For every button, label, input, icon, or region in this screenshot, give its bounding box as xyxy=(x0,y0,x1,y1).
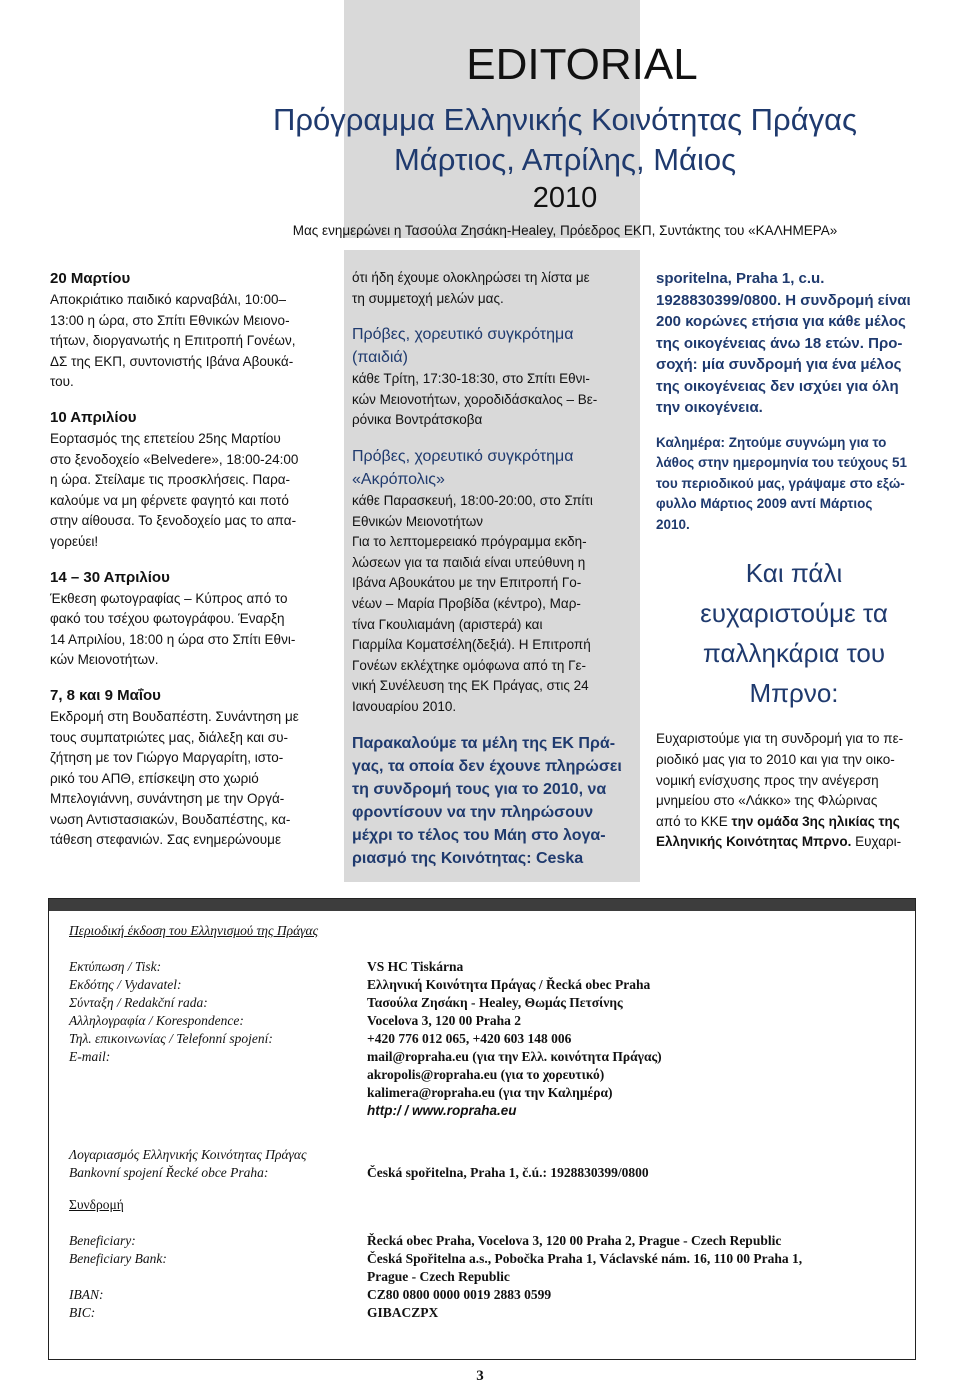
rehearsal-akropolis-heading xyxy=(352,445,634,491)
heading-line: Πρόβες, χορευτικό συγκρότημα xyxy=(352,326,574,344)
text-line: από το ΚΚΕ την ομάδα 3ης ηλικίας της xyxy=(656,813,900,829)
heading-line: την οικογένεια. xyxy=(656,399,763,416)
event-heading-14-30-april: 14 – 30 Απριλίου xyxy=(50,568,170,586)
heading-line: «Ακρόπολις» xyxy=(352,470,445,488)
text-line: του. xyxy=(50,374,74,390)
event-heading-10-april: 10 Απριλίου xyxy=(50,408,137,426)
email-link-akropolis[interactable]: akropolis@ropraha.eu (για το χορευτικό) xyxy=(367,1067,605,1082)
imprint-value: +420 776 012 065, +420 603 148 006 xyxy=(367,1031,572,1046)
heading-line: γας, τα οποία δεν έχουνε πληρώσει xyxy=(352,757,622,775)
imprint-label: Σύνταξη / Redakční rada: xyxy=(69,995,208,1010)
text-line: ρικό του ΑΠΘ, επίσκεψη στο χωριό xyxy=(50,770,259,786)
event-text-10-april xyxy=(50,429,330,553)
heading-line: της οικογένειας άνω 18 ετών. Προ- xyxy=(656,334,903,352)
heading-line: Παρακαλούμε τα μέλη της ΕΚ Πρά- xyxy=(352,734,616,752)
imprint-value: Ελληνική Κοινότητα Πράγας / Řecká obec Praha xyxy=(367,977,651,992)
text-line: τους συμπατριώτες μας, διάλεξη και συ- xyxy=(50,729,289,745)
email-link-kalimera[interactable]: kalimera@ropraha.eu (για την Καλημέρα) xyxy=(367,1085,613,1100)
text-line: ρόνικα Βοντράτσκοβα xyxy=(352,412,483,428)
imprint-label: Λογαριασμός Ελληνικής Κοινότητας Πράγας xyxy=(69,1147,307,1162)
heading-line: μέχρι το τέλος του Μάη στο λογα- xyxy=(352,826,606,844)
text-line: γορεύει! xyxy=(50,533,99,549)
imprint-label: Αλληλογραφία / Korespondence: xyxy=(69,1013,244,1028)
text-line: κών Μειονοτήτων. xyxy=(50,652,159,668)
middle-column xyxy=(352,268,634,870)
event-text-14-30-april xyxy=(50,589,330,671)
text-line: Εκδρομή στη Βουδαπέστη. Συνάντηση με xyxy=(50,708,299,724)
imprint-value: Τασούλα Ζησάκη - Healey, Θωμάς Πετσίνης xyxy=(367,995,623,1010)
heading-line: φροντίσουν να την πληρώσουν xyxy=(352,803,594,821)
imprint-box xyxy=(48,898,916,1360)
text-line: Για το λεπτομερειακό πρόγραμμα εκδη- xyxy=(352,534,587,550)
imprint-label: Τηλ. επικοινωνίας / Telefonní spojení: xyxy=(69,1031,273,1046)
continued-text xyxy=(352,268,634,309)
website-link[interactable]: http:/ / www.ropraha.eu xyxy=(367,1103,517,1118)
imprint-label: BIC: xyxy=(69,1305,96,1320)
left-column xyxy=(50,268,330,851)
text-line: νωση Αντιστασιακών, Βουδαπέστης, κα- xyxy=(50,811,291,827)
page-year: 2010 xyxy=(532,182,598,214)
text-line: στο ξενοδοχείο «Belvedere», 18:00-24:00 xyxy=(50,451,299,467)
bank-value: Česká Spořitelna a.s., Pobočka Praha 1, Václavské nám. 16, 110 00 Praha 1, xyxy=(367,1251,803,1266)
rehearsal-akropolis-text xyxy=(352,491,634,718)
text-line: Μπελογιάννη, συνάντηση με την Οργά- xyxy=(50,791,285,807)
bic-value: GIBACZPX xyxy=(367,1305,439,1320)
text-line: 13:00 η ώρα, στο Σπίτι Εθνικών Μειονο- xyxy=(50,312,290,328)
membership-notice xyxy=(352,732,634,870)
beneficiary-value: Řecká obec Praha, Vocelova 3, 120 00 Praha 2, Prague - Czech Republic xyxy=(367,1233,782,1248)
text-line: Γονέων εκλέχτηκε ομόφωνα από τη Γε- xyxy=(352,657,587,673)
text-line: ζήτηση με τον Γιώργο Μαργαρίτη, ιστο- xyxy=(50,750,284,766)
page-title-line2: Μάρτιος, Απρίλης, Μάιος xyxy=(393,142,737,177)
page-title-line1: Πρόγραμμα Ελληνικής Κοινότητας Πράγας xyxy=(273,102,857,137)
text-line: νική Συνέλευση της ΕΚ Πράγας, στις 24 xyxy=(352,678,589,694)
email-link-main[interactable]: mail@ropraha.eu (για την Ελλ. κοινότητα Πράγας) xyxy=(367,1049,662,1064)
text-line: τήτων, διοργανωτής η Επιτροπή Γονέων, xyxy=(50,333,296,349)
thanks-text xyxy=(656,729,932,853)
iban-value: CZ80 0800 0000 0019 2883 0599 xyxy=(367,1287,552,1302)
heading-line: 200 κορώνες ετήσια για κάθε μέλος xyxy=(656,313,906,330)
text-line: ΔΣ της ΕΚΠ, συντονιστής Ιβάνα Αβουκά- xyxy=(50,353,294,369)
errata-notice xyxy=(656,433,932,536)
imprint-value: VS HC Tiskárna xyxy=(367,959,464,974)
rehearsal-kids-text xyxy=(352,369,634,431)
text-line: Ιανουαρίου 2010. xyxy=(352,698,457,714)
text-line: ριοδικό μας για το 2010 και για την οικο- xyxy=(656,752,895,768)
text-line: Ιβάνα Αβουκάτου με την Επιτροπή Γο- xyxy=(352,575,582,591)
right-column xyxy=(656,268,932,853)
text-line: καλούμε να μη φέρνετε φαγητό και ποτό xyxy=(50,492,289,508)
heading-line: ευχαριστούμε τα xyxy=(700,598,888,629)
text-line: του περιοδικού μας, γράψαμε στο εξώ- xyxy=(656,475,905,491)
bank-account-value: Česká spořitelna, Praha 1, č.ú.: 1928830399/0800 xyxy=(367,1165,649,1180)
heading-line: της οικογένειας δεν ισχύει για όλη xyxy=(656,377,899,395)
text-line: κάθε Παρασκευή, 18:00-20:00, στο Σπίτι xyxy=(352,492,593,508)
text-line: νομική ενίσχυσης προς την ανέγερση xyxy=(656,772,879,788)
imprint-top-bar xyxy=(49,899,915,911)
heading-line: (παιδιά) xyxy=(352,349,408,367)
text-line: τη συμμετοχή μελών μας. xyxy=(352,290,504,306)
text-line: 2010. xyxy=(656,516,690,532)
text-line: κών Μειονοτήτων, χοροδιδάσκαλος – Βε- xyxy=(352,391,598,407)
text-line: Αποκριάτικο παιδικό καρναβάλι, 10:00– xyxy=(50,292,287,307)
text-line: νέων – Μαρία Προβίδα (κέντρο), Μαρ- xyxy=(352,595,581,611)
text-line: ότι ήδη έχουμε ολοκληρώσει τη λίστα με xyxy=(352,270,590,285)
imprint-label: Εκδότης / Vydavatel: xyxy=(69,977,182,992)
text-line: φυλλο Μάρτιος 2009 αντί Μάρτιος xyxy=(656,496,873,512)
imprint-label: Beneficiary: xyxy=(69,1233,136,1248)
heading-line: παλληκάρια του xyxy=(702,638,886,669)
thanks-heading xyxy=(656,553,932,713)
text-line: Έκθεση φωτογραφίας – Κύπρος από το xyxy=(50,590,288,606)
text-line: λώσεων για τα παιδιά είναι υπεύθυνη η xyxy=(352,554,586,570)
event-text-20-march xyxy=(50,290,330,393)
heading-line: τη συνδρομή τους για το 2010, να xyxy=(352,780,607,798)
text-line: 14 Απριλίου, 18:00 η ώρα στο Σπίτι Εθνι- xyxy=(50,631,296,647)
text-line: μνημείου στο «Λάκκο» της Φλώρινας xyxy=(656,793,878,809)
text-line: φακό του τσέχου φωτογράφου. Έναρξη xyxy=(50,611,285,627)
event-heading-7-9-may: 7, 8 και 9 Μαΐου xyxy=(50,686,161,704)
imprint-label: E-mail: xyxy=(69,1049,111,1064)
imprint-value: Vocelova 3, 120 00 Praha 2 xyxy=(367,1013,521,1028)
byline: Μας ενημερώνει η Τασούλα Ζησάκη-Healey, Πρόεδρος ΕΚΠ, Συντάκτης του «ΚΑΛΗΜΕΡΑ» xyxy=(292,223,838,238)
text-line: Γιαρμίλα Κοματσέλη(δεξιά). Η Επιτροπή xyxy=(352,637,591,653)
text-line: Εορτασμός της επετείου 25ης Μαρτίου xyxy=(50,430,281,446)
text-line: Καλημέρα: Ζητούμε συγνώμη για το xyxy=(656,434,887,450)
imprint-label: Εκτύπωση / Tisk: xyxy=(69,959,162,974)
imprint-heading: Περιοδική έκδοση του Ελληνισμού της Πράγας xyxy=(69,923,319,938)
rehearsal-kids-heading xyxy=(352,323,634,369)
heading-line: Μπρνο: xyxy=(749,678,839,709)
bank-value: Prague - Czech Republic xyxy=(367,1269,510,1284)
heading-line: Και πάλι xyxy=(745,558,843,589)
text-line: Ελληνικής Κοινότητας Μπρνο. Ευχαρι- xyxy=(656,834,902,850)
text-line: η ώρα. Στείλαμε τις προσκλήσεις. Παρα- xyxy=(50,472,291,488)
imprint-label: IBAN: xyxy=(69,1287,104,1302)
page-number: 3 xyxy=(476,1368,484,1384)
text-line: Ευχαριστούμε για τη συνδρομή για το πε- xyxy=(656,731,904,747)
heading-line: 1928830399/0800. Η συνδρομή είναι xyxy=(656,291,911,309)
heading-line: σοχή: μία συνδρομή για ένα μέλος xyxy=(656,356,902,373)
text-line: στην αίθουσα. Το ξενοδοχείο μας το απα- xyxy=(50,513,297,529)
section-title: EDITORIAL xyxy=(466,40,698,89)
heading-line: sporitelna, Praha 1, c.u. xyxy=(656,270,825,287)
heading-line: ριασμό της Κοινότητας: Ceska xyxy=(352,849,584,867)
text-line: Εθνικών Μειονοτήτων xyxy=(352,513,483,529)
subscription-heading: Συνδρομή xyxy=(69,1197,124,1212)
event-text-7-9-may xyxy=(50,707,330,851)
heading-line: Πρόβες, χορευτικό συγκρότημα xyxy=(352,447,574,465)
text-line: τίνα Γκουλιαμάνη (αριστερά) και xyxy=(352,616,543,632)
imprint-label: Beneficiary Bank: xyxy=(69,1251,167,1266)
imprint-label: Bankovní spojení Řecké obce Praha: xyxy=(69,1165,269,1180)
text-line: τάθεση στεφανιών. Σας ενημερώνουμε xyxy=(50,832,281,848)
text-line: κάθε Τρίτη, 17:30-18:30, στο Σπίτι Εθνι- xyxy=(352,371,590,387)
text-line: λάθος στην ημερομηνία του τεύχους 51 xyxy=(656,455,908,471)
membership-notice-continued xyxy=(656,268,932,419)
event-heading-20-march: 20 Μαρτίου xyxy=(50,270,131,287)
